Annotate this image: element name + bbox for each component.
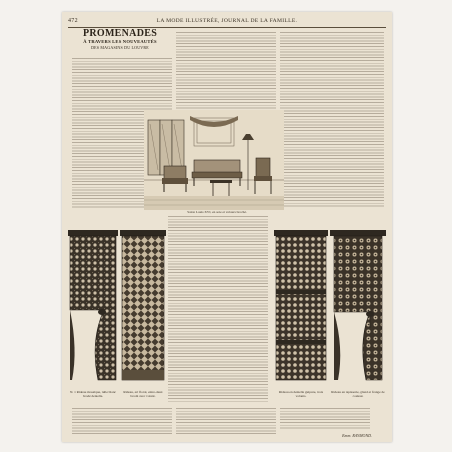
curtain-illustration-left-2 <box>120 230 166 388</box>
curtain-caption-left-2: Rideau, art floral, entre-deux brodé avec volant. <box>123 390 163 398</box>
text-column-3-top <box>280 32 384 208</box>
text-column-1-bottom <box>72 408 172 436</box>
text-column-2-bottom <box>176 408 276 436</box>
salon-caption: Salon Louis XVI, en soie et velours broché. <box>187 210 247 214</box>
article-heading <box>70 28 170 50</box>
curtain-illustration-left-1 <box>68 230 118 388</box>
author-signature: Emm. RAYMOND. <box>342 433 372 438</box>
page-number: 472 <box>68 18 78 24</box>
curtain-caption-right-1: Rideau en dentelle guipure, trois volants. <box>278 390 324 398</box>
magazine-page <box>62 12 392 442</box>
curtain-illustration-right-1 <box>274 230 328 388</box>
text-column-2-top <box>176 32 276 110</box>
curtain-caption-left-1: N. 1 Rideau mosaïque, tulle blanc brodé dentelle. <box>69 390 117 398</box>
text-column-3-bottom <box>280 408 370 430</box>
heading-title: PROMENADES <box>82 28 158 39</box>
heading-subtitle-2: DES MAGASINS DU LOUVRE <box>91 45 149 50</box>
curtain-illustration-right-2 <box>330 230 386 388</box>
journal-title: LA MODE ILLUSTRÉE, JOURNAL DE LA FAMILLE. <box>156 18 298 24</box>
heading-subtitle: À TRAVERS LES NOUVEAUTÉS <box>83 39 157 44</box>
curtain-caption-right-2: Rideau en tapisserie, gland et frange de couleur. <box>331 390 385 398</box>
page-header <box>68 16 386 26</box>
text-column-middle <box>168 216 268 402</box>
salon-illustration <box>144 110 284 210</box>
